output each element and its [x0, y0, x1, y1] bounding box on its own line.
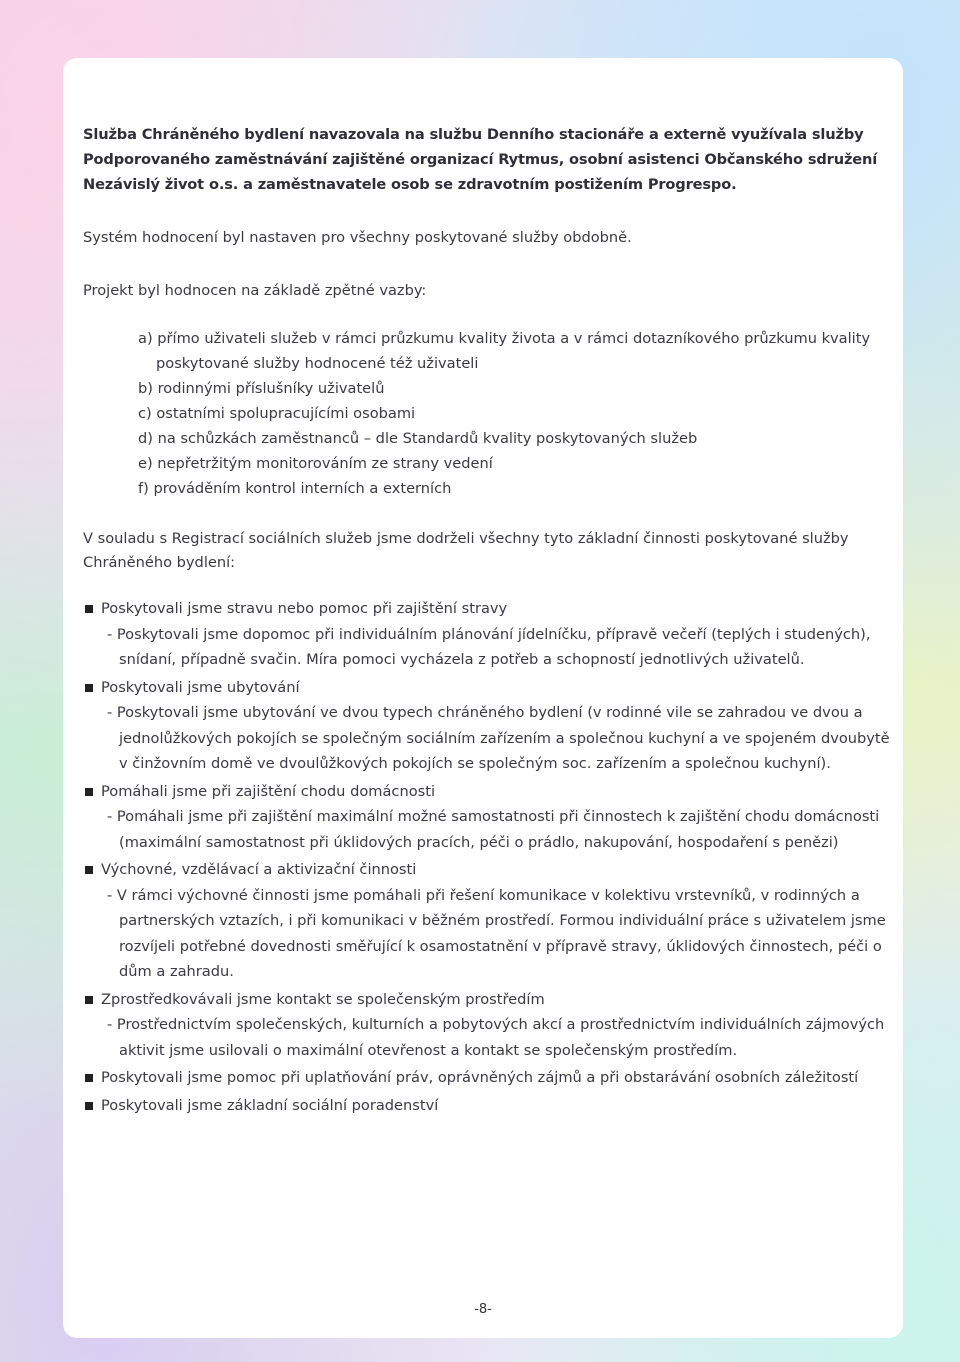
activities-list: [83, 596, 893, 1118]
square-bullet-icon: [85, 866, 93, 874]
square-bullet-icon: [85, 1102, 93, 1110]
intro-bold-line-1: Služba Chráněného bydlení navazovala na službu Denního stacionáře a externě využívala služby: [83, 126, 864, 143]
activity-item: [83, 1065, 893, 1091]
page-number: -8-: [474, 1302, 492, 1317]
square-bullet-icon: [85, 996, 93, 1004]
document-page: [63, 58, 903, 1338]
evaluation-system-text: Systém hodnocení byl nastaven pro všechny poskytované služby obdobně.: [83, 229, 632, 246]
activity-detail: - Poskytovali jsme ubytování ve dvou typech chráněného bydlení (v rodinné vile se zahradou ve dvou a jednolůžkových pokojích se společným sociálním zařízením a společnou kuchyní a ve spojeném dvoubytě v činžovním domě ve dvoulůžkových pokojích se společným soc. zařízením a společnou kuchyní).: [107, 704, 890, 772]
registration-text: V souladu s Registrací sociálních služeb jsme dodrželi všechny tyto základní činnosti poskytované služby Chráněného bydlení:: [83, 530, 849, 571]
feedback-item-a: a) přímo uživateli služeb v rámci průzkumu kvality života a v rámci dotazníkového průzkumu kvality poskytované služby hodnocené též uživateli: [138, 330, 871, 372]
feedback-item-e: e) nepřetržitým monitorováním ze strany vedení: [138, 455, 493, 472]
activity-title: Poskytovali jsme základní sociální poradenství: [101, 1096, 439, 1114]
intro-bold-line-3: Nezávislý život o.s. a zaměstnavatele osob se zdravotním postižením Progrespo.: [83, 176, 737, 193]
feedback-item-d: d) na schůzkách zaměstnanců – dle Standardů kvality poskytovaných služeb: [138, 430, 698, 447]
activity-title: Poskytovali jsme ubytování: [101, 678, 300, 696]
feedback-item-f: f) prováděním kontrol interních a externích: [138, 480, 452, 497]
activity-item: [83, 857, 893, 985]
activity-detail: - Poskytovali jsme dopomoc při individuálním plánování jídelníčku, přípravě večeří (teplých i studených), snídaní, případně svačin. Míra pomoci vycházela z potřeb a schopností jednotlivých uživatelů.: [107, 625, 871, 668]
square-bullet-icon: [85, 788, 93, 796]
square-bullet-icon: [85, 605, 93, 613]
activity-title: Poskytovali jsme pomoc při uplatňování práv, oprávněných zájmů a při obstarávání osobních záležitostí: [101, 1069, 859, 1086]
activity-item: [83, 779, 893, 856]
activity-title: Zprostředkovávali jsme kontakt se společenským prostředím: [101, 990, 545, 1008]
activity-title: Poskytovali jsme stravu nebo pomoc při zajištění stravy: [101, 600, 508, 617]
activity-title: Pomáhali jsme při zajištění chodu domácnosti: [101, 782, 436, 800]
page-content: [83, 122, 893, 1120]
feedback-item-b: b) rodinnými příslušníky uživatelů: [138, 380, 385, 397]
feedback-list: [138, 326, 893, 501]
project-feedback-heading: Projekt byl hodnocen na základě zpětné vazby:: [83, 282, 427, 299]
activity-item: [83, 1093, 893, 1119]
activity-detail: - V rámci výchovné činnosti jsme pomáhali při řešení komunikace v kolektivu vrstevníků, v rodinných a partnerských vztazích, i při komunikaci v běžném prostředí. Formou individuální práce s uživatelem jsme rozvíjeli potřebné dovednosti směřující k osamostatnění v přípravě stravy, úklidových činnostech, péči o dům a zahradu.: [107, 886, 886, 980]
activity-detail: - Pomáhali jsme při zajištění maximální možné samostatnosti při činnostech k zajištění chodu domácnosti (maximální samostatnost při úklidových pracích, péči o prádlo, nakupování, hospodaření s penězi): [107, 808, 880, 851]
intro-bold-line-2: Podporovaného zaměstnávání zajištěné organizací Rytmus, osobní asistenci Občanského sdružení: [83, 151, 878, 168]
square-bullet-icon: [85, 684, 93, 692]
activity-title: Výchovné, vzdělávací a aktivizační činnosti: [101, 861, 417, 878]
square-bullet-icon: [85, 1074, 93, 1082]
activity-item: [83, 596, 893, 673]
activity-item: [83, 987, 893, 1064]
activity-item: [83, 675, 893, 777]
feedback-item-c: c) ostatními spolupracujícími osobami: [138, 405, 416, 422]
activity-detail: - Prostřednictvím společenských, kulturních a pobytových akcí a prostřednictvím individuálních zájmových aktivit jsme usilovali o maximální otevřenost a kontakt se společenským prostředím.: [107, 1016, 885, 1059]
